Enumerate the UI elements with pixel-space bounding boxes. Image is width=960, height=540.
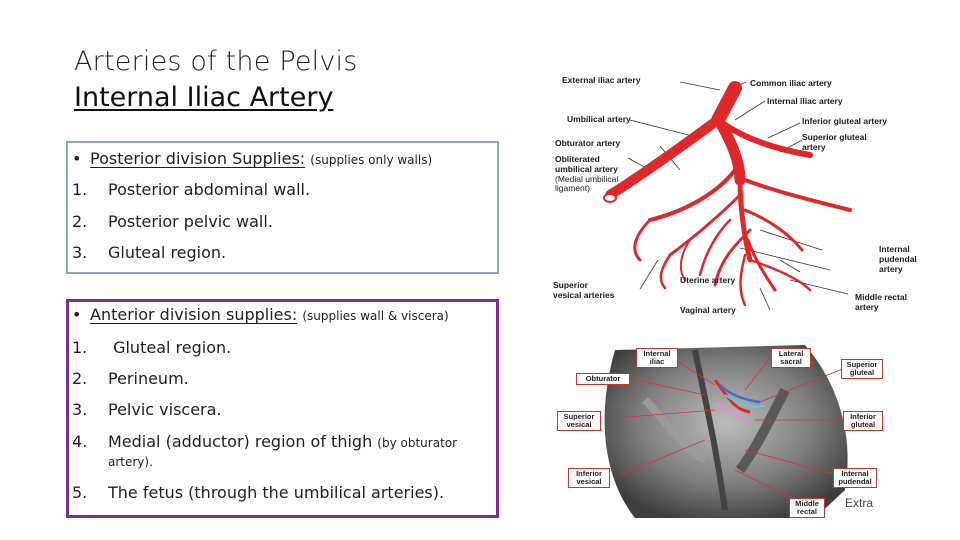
photo-label-obturator: Obturator [576, 373, 630, 385]
posterior-note: (supplies only walls) [310, 153, 433, 167]
label-umbilical: Umbilical artery [567, 114, 631, 124]
label-vaginal: Vaginal artery [680, 305, 736, 315]
label-superior-vesical: Superior vesical arteries [553, 280, 615, 300]
list-item: 2. Perineum. [72, 369, 189, 388]
slide-title: Arteries of the Pelvis [74, 46, 358, 77]
photo-label-inferior-gluteal: Inferior gluteal [843, 411, 883, 431]
anterior-note: (supplies wall & viscera) [302, 309, 449, 323]
photo-label-superior-gluteal: Superior gluteal [841, 359, 883, 379]
vessel-cut-end [604, 194, 616, 202]
label-common-iliac: Common iliac artery [750, 78, 832, 88]
pelvis-dissection-photo [555, 340, 890, 520]
label-internal-iliac: Internal iliac artery [767, 96, 843, 106]
photo-label-internal-pudendal: Internal pudendal [833, 468, 877, 488]
label-obturator: Obturator artery [555, 138, 621, 148]
posterior-heading [72, 149, 432, 168]
list-item: 2. Posterior pelvic wall. [72, 212, 273, 231]
list-item: 5. The fetus (through the umbilical arteries). [72, 483, 445, 502]
list-item: 1. Gluteal region. [72, 338, 232, 357]
anterior-heading [72, 305, 449, 324]
label-external-iliac: External iliac artery [562, 75, 641, 85]
list-item-continuation: artery). [108, 455, 153, 469]
photo-label-lateral-sacral: Lateral sacral [771, 348, 811, 368]
photo-label-superior-vesical: Superior vesical [557, 411, 601, 431]
photo-label-inferior-vesical: Inferior vesical [568, 468, 610, 488]
list-item: 3. Pelvic viscera. [72, 400, 222, 419]
posterior-heading-text: Posterior division Supplies: [90, 149, 306, 168]
list-item: 1. Posterior abdominal wall. [72, 180, 311, 199]
bullet-icon: • [72, 149, 82, 168]
slide-subtitle: Internal Iliac Artery [74, 82, 334, 113]
photo-label-internal-iliac: Internal iliac [636, 348, 678, 368]
label-internal-pudendal: Internal pudendal artery [879, 244, 917, 274]
label-uterine: Uterine artery [680, 275, 736, 285]
label-middle-rectal: Middle rectal artery [855, 292, 907, 312]
list-item: 3. Gluteal region. [72, 243, 227, 262]
pelvis-specimen [605, 345, 848, 518]
label-obliterated-umbilical: Obliterated umbilical artery (Medial umbilical ligament) [555, 154, 619, 194]
label-superior-gluteal: Superior gluteal artery [802, 132, 867, 152]
photo-label-middle-rectal: Middle rectal [789, 498, 825, 518]
label-inferior-gluteal: Inferior gluteal artery [802, 116, 888, 126]
bullet-icon: • [72, 305, 82, 324]
anterior-heading-text: Anterior division supplies: [90, 305, 298, 324]
list-item: 4. Medial (adductor) region of thigh (by obturator [72, 432, 458, 451]
extra-note: Extra [845, 496, 874, 510]
